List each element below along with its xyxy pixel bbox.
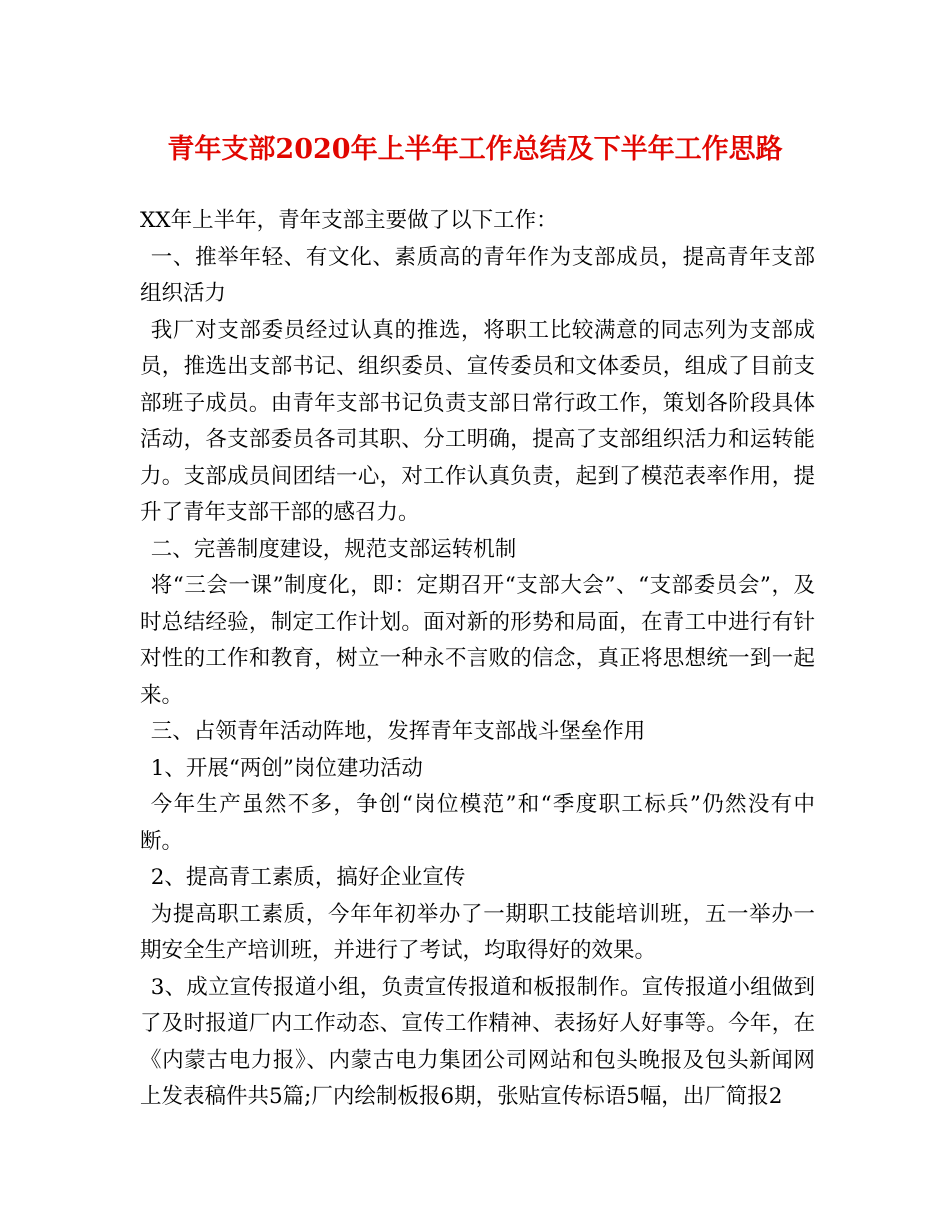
intro-paragraph: XX年上半年，青年支部主要做了以下工作： (140, 208, 558, 233)
section-heading-2: 二、完善制度建设，规范支部运转机制 (150, 536, 517, 562)
document-title: 青年支部2020年上半年工作总结及下半年工作思路 (167, 134, 783, 165)
subheading-2: 2、提高青工素质，搞好企业宣传 (150, 865, 466, 890)
body-paragraph: 今年生产虽然不多，争创“岗位模范”和“季度职工标兵”仍然没有中断。 (140, 792, 815, 854)
document-body (140, 203, 815, 1116)
section-heading-3: 三、占领青年活动阵地，发挥青年支部战斗堡垒作用 (150, 719, 646, 744)
section-heading-1: 一、推举年轻、有文化、素质高的青年作为支部成员，提高青年支部组织活力 (140, 244, 815, 306)
body-paragraph: 我厂对支部委员经过认真的推选，将职工比较满意的同志列为支部成员，推选出支部书记、组织委员、宣传委员和文体委员，组成了目前支部班子成员。由青年支部书记负责支部日常行政工作，策划各阶段具体活动，各支部委员各司其职、分工明确，提高了支部组织活力和运转能力。支部成员间团结一心，对工作认真负责，起到了模范表率作用，提升了青年支部干部的感召力。 (140, 317, 815, 525)
body-paragraph: 为提高职工素质，今年年初举办了一期职工技能培训班，五一举办一期安全生产培训班，并进行了考试，均取得好的效果。 (140, 901, 815, 963)
subheading-1: 1、开展“两创”岗位建功活动 (150, 755, 423, 781)
body-paragraph: 3、成立宣传报道小组，负责宣传报道和板报制作。宣传报道小组做到了及时报道厂内工作动态、宣传工作精神、表扬好人好事等。今年，在《内蒙古电力报》、内蒙古电力集团公司网站和包头晚报及包头新闻网上发表稿件共5篇;厂内绘制板报6期，张贴宣传标语5幅，出厂简报2 (140, 974, 815, 1109)
body-paragraph: 将“三会一课”制度化，即：定期召开“支部大会”、“支部委员会”，及时总结经验，制定工作计划。面对新的形势和局面，在青工中进行有针对性的工作和教育，树立一种永不言败的信念，真正将思想统一到一起来。 (140, 573, 815, 708)
